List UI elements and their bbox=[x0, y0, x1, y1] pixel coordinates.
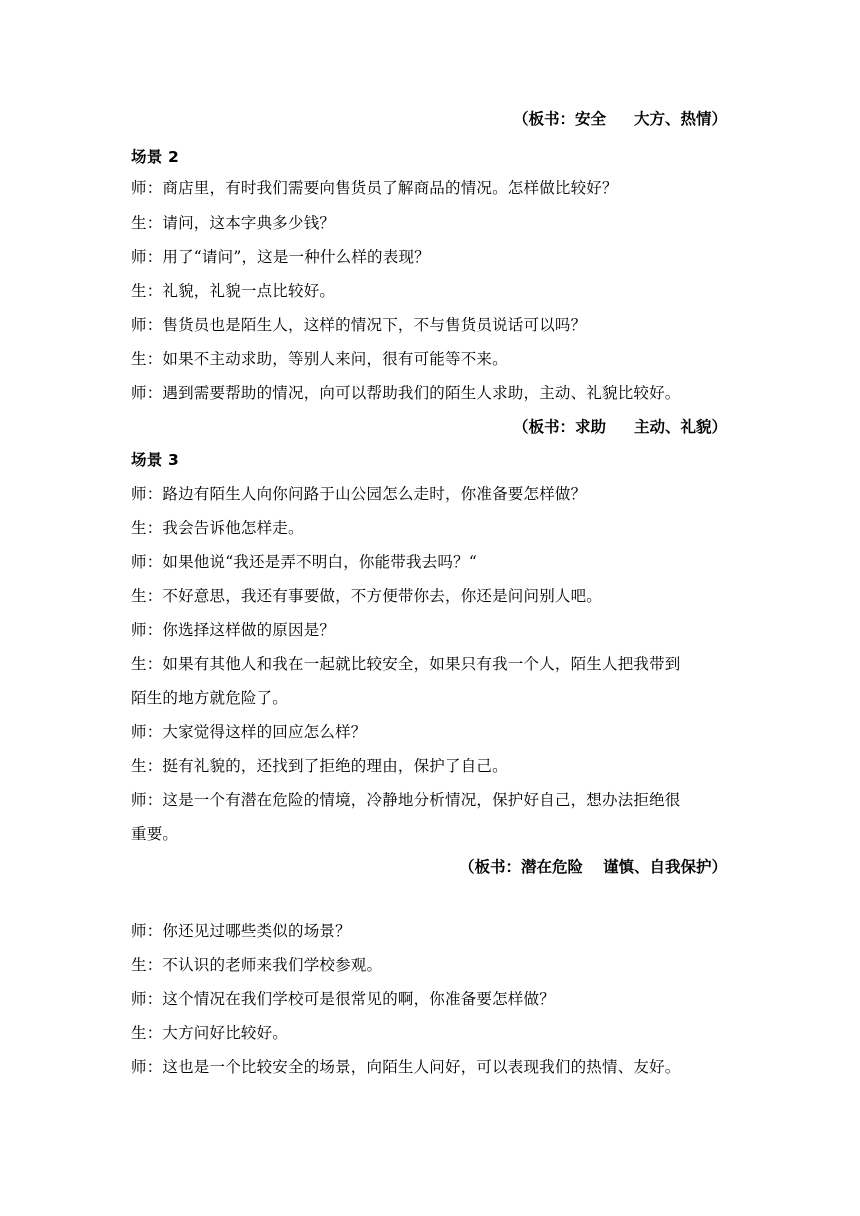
board-note-danger bbox=[459, 851, 727, 884]
dialogue-line: 师：售货员也是陌生人，这样的情况下，不与售货员说话可以吗？ bbox=[131, 316, 587, 334]
dialogue-line: 生：礼貌，礼貌一点比较好。 bbox=[131, 282, 336, 300]
board-note-label: （板书：安全 bbox=[512, 110, 606, 128]
scene-3-heading: 场景 3 bbox=[131, 451, 179, 469]
dialogue-line: 师：商店里，有时我们需要向售货员了解商品的情况。怎样做比较好？ bbox=[131, 179, 618, 197]
dialogue-line: 师：用了“请问”，这是一种什么样的表现？ bbox=[131, 248, 430, 266]
board-note-label: （板书：求助 bbox=[512, 418, 606, 436]
dialogue-line: 生：请问，这本字典多少钱？ bbox=[131, 214, 336, 232]
dialogue-line: 师：这个情况在我们学校可是很常见的啊，你准备要怎样做？ bbox=[131, 990, 555, 1008]
dialogue-line: 师：你选择这样做的原因是？ bbox=[131, 621, 336, 639]
board-note-content: 谨慎、自我保护） bbox=[602, 858, 727, 876]
dialogue-line: 生：挺有礼貌的，还找到了拒绝的理由，保护了自己。 bbox=[131, 757, 508, 775]
board-note-help bbox=[513, 411, 727, 444]
dialogue-line: 生：大方问好比较好。 bbox=[131, 1024, 289, 1042]
dialogue-line: 师：这是一个有潜在危险的情境，冷静地分析情况，保护好自己，想办法拒绝很 bbox=[131, 791, 681, 809]
dialogue-line-continued: 陌生的地方就危险了。 bbox=[131, 689, 289, 707]
dialogue-line-continued: 重要。 bbox=[131, 825, 179, 843]
dialogue-line: 师：大家觉得这样的回应怎么样？ bbox=[131, 723, 367, 741]
dialogue-line: 师：路边有陌生人向你问路于山公园怎么走时，你准备要怎样做？ bbox=[131, 485, 587, 503]
board-note-label: （板书：潜在危险 bbox=[458, 858, 583, 876]
dialogue-line: 生：如果有其他人和我在一起就比较安全，如果只有我一个人，陌生人把我带到 bbox=[131, 655, 681, 673]
dialogue-line: 师：如果他说“我还是弄不明白，你能带我去吗？“ bbox=[131, 553, 477, 571]
dialogue-line: 生：我会告诉他怎样走。 bbox=[131, 519, 304, 537]
dialogue-line: 生：不好意思，我还有事要做，不方便带你去，你还是问问别人吧。 bbox=[131, 587, 603, 605]
board-note-safety bbox=[513, 103, 727, 136]
scene-2-heading: 场景 2 bbox=[131, 148, 179, 166]
board-note-content: 主动、礼貌） bbox=[633, 418, 727, 436]
dialogue-line: 生：不认识的老师来我们学校参观。 bbox=[131, 956, 383, 974]
dialogue-line: 师：遇到需要帮助的情况，向可以帮助我们的陌生人求助，主动、礼貌比较好。 bbox=[131, 384, 681, 402]
dialogue-line: 师：你还见过哪些类似的场景？ bbox=[131, 922, 351, 940]
dialogue-line: 生：如果不主动求助，等别人来问，很有可能等不来。 bbox=[131, 350, 508, 368]
dialogue-line: 师：这也是一个比较安全的场景，向陌生人问好，可以表现我们的热情、友好。 bbox=[131, 1058, 681, 1076]
board-note-content: 大方、热情） bbox=[633, 110, 727, 128]
